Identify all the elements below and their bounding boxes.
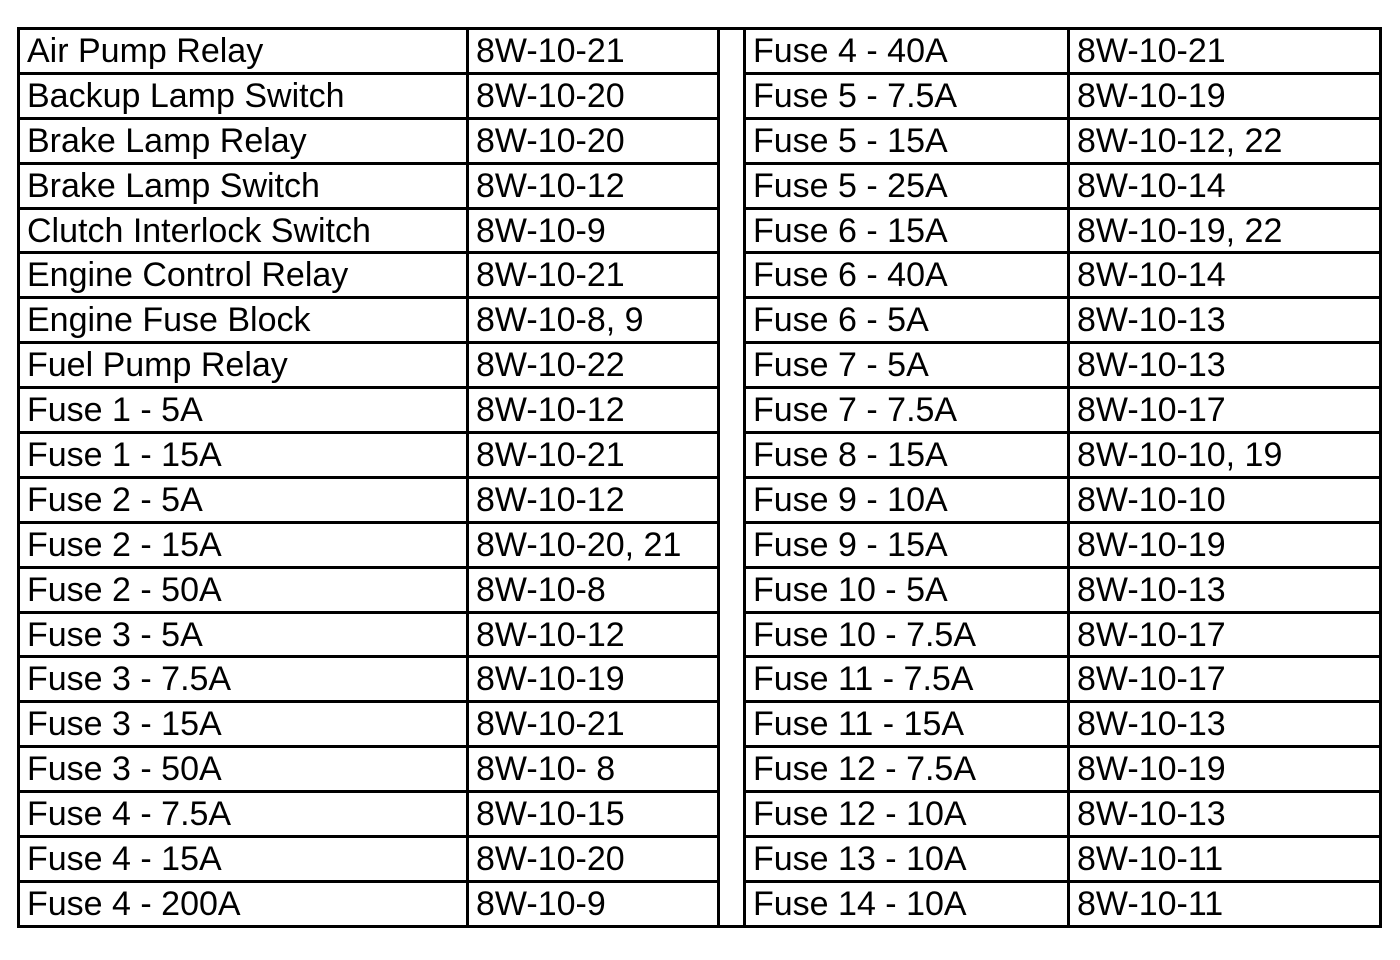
table-row: [19, 298, 1381, 343]
right-location-cell: 8W-10-19: [1069, 522, 1381, 567]
table-row: [19, 388, 1381, 433]
left-location-cell: 8W-10-15: [468, 792, 719, 837]
component-index-table: [17, 27, 1382, 928]
right-component-cell: Fuse 5 - 7.5A: [745, 73, 1069, 118]
left-component-cell: Fuse 4 - 7.5A: [19, 792, 468, 837]
column-gap: [719, 298, 745, 343]
column-gap: [719, 792, 745, 837]
table-body: [19, 29, 1381, 927]
left-location-cell: 8W-10-20: [468, 73, 719, 118]
right-location-cell: 8W-10-11: [1069, 881, 1381, 926]
column-gap: [719, 522, 745, 567]
right-component-cell: Fuse 5 - 25A: [745, 163, 1069, 208]
left-component-cell: Air Pump Relay: [19, 29, 468, 74]
left-component-cell: Engine Control Relay: [19, 253, 468, 298]
table-row: [19, 73, 1381, 118]
left-component-cell: Fuse 3 - 5A: [19, 612, 468, 657]
right-location-cell: 8W-10-10: [1069, 477, 1381, 522]
table-row: [19, 208, 1381, 253]
table-row: [19, 881, 1381, 926]
right-component-cell: Fuse 13 - 10A: [745, 837, 1069, 882]
left-component-cell: Fuse 4 - 15A: [19, 837, 468, 882]
right-component-cell: Fuse 4 - 40A: [745, 29, 1069, 74]
table-row: [19, 433, 1381, 478]
right-location-cell: 8W-10-10, 19: [1069, 433, 1381, 478]
left-location-cell: 8W-10-8: [468, 567, 719, 612]
right-location-cell: 8W-10-17: [1069, 612, 1381, 657]
table-row: [19, 343, 1381, 388]
table-row: [19, 29, 1381, 74]
left-component-cell: Brake Lamp Switch: [19, 163, 468, 208]
column-gap: [719, 747, 745, 792]
left-location-cell: 8W-10-12: [468, 388, 719, 433]
left-component-cell: Clutch Interlock Switch: [19, 208, 468, 253]
left-location-cell: 8W-10-21: [468, 253, 719, 298]
table-row: [19, 477, 1381, 522]
column-gap: [719, 343, 745, 388]
left-component-cell: Fuse 3 - 50A: [19, 747, 468, 792]
left-location-cell: 8W-10-8, 9: [468, 298, 719, 343]
table-row: [19, 747, 1381, 792]
right-component-cell: Fuse 9 - 15A: [745, 522, 1069, 567]
right-component-cell: Fuse 11 - 7.5A: [745, 657, 1069, 702]
left-component-cell: Fuse 2 - 5A: [19, 477, 468, 522]
right-location-cell: 8W-10-13: [1069, 792, 1381, 837]
right-location-cell: 8W-10-19, 22: [1069, 208, 1381, 253]
table-row: [19, 163, 1381, 208]
right-location-cell: 8W-10-14: [1069, 163, 1381, 208]
left-location-cell: 8W-10-12: [468, 612, 719, 657]
left-component-cell: Fuse 1 - 15A: [19, 433, 468, 478]
column-gap: [719, 567, 745, 612]
left-location-cell: 8W-10-22: [468, 343, 719, 388]
right-location-cell: 8W-10-13: [1069, 567, 1381, 612]
left-component-cell: Fuse 2 - 50A: [19, 567, 468, 612]
right-component-cell: Fuse 8 - 15A: [745, 433, 1069, 478]
left-component-cell: Fuse 1 - 5A: [19, 388, 468, 433]
right-location-cell: 8W-10-19: [1069, 747, 1381, 792]
table-row: [19, 253, 1381, 298]
right-component-cell: Fuse 5 - 15A: [745, 118, 1069, 163]
table-row: [19, 118, 1381, 163]
table-row: [19, 702, 1381, 747]
right-location-cell: 8W-10-13: [1069, 298, 1381, 343]
left-location-cell: 8W-10-9: [468, 208, 719, 253]
right-component-cell: Fuse 11 - 15A: [745, 702, 1069, 747]
column-gap: [719, 837, 745, 882]
left-component-cell: Fuse 3 - 15A: [19, 702, 468, 747]
table-row: [19, 657, 1381, 702]
column-gap: [719, 208, 745, 253]
left-component-cell: Fuse 2 - 15A: [19, 522, 468, 567]
left-component-cell: Backup Lamp Switch: [19, 73, 468, 118]
left-location-cell: 8W-10- 8: [468, 747, 719, 792]
right-component-cell: Fuse 6 - 40A: [745, 253, 1069, 298]
table-row: [19, 792, 1381, 837]
left-location-cell: 8W-10-19: [468, 657, 719, 702]
table-row: [19, 612, 1381, 657]
table-row: [19, 567, 1381, 612]
column-gap: [719, 29, 745, 74]
left-location-cell: 8W-10-20: [468, 118, 719, 163]
left-location-cell: 8W-10-21: [468, 29, 719, 74]
column-gap: [719, 477, 745, 522]
right-component-cell: Fuse 12 - 10A: [745, 792, 1069, 837]
right-location-cell: 8W-10-11: [1069, 837, 1381, 882]
right-component-cell: Fuse 10 - 7.5A: [745, 612, 1069, 657]
column-gap: [719, 73, 745, 118]
column-gap: [719, 118, 745, 163]
left-location-cell: 8W-10-20: [468, 837, 719, 882]
right-location-cell: 8W-10-19: [1069, 73, 1381, 118]
column-gap: [719, 702, 745, 747]
table-row: [19, 522, 1381, 567]
column-gap: [719, 163, 745, 208]
column-gap: [719, 881, 745, 926]
right-location-cell: 8W-10-17: [1069, 388, 1381, 433]
right-location-cell: 8W-10-17: [1069, 657, 1381, 702]
right-location-cell: 8W-10-13: [1069, 343, 1381, 388]
column-gap: [719, 253, 745, 298]
column-gap: [719, 657, 745, 702]
left-location-cell: 8W-10-9: [468, 881, 719, 926]
left-component-cell: Engine Fuse Block: [19, 298, 468, 343]
left-location-cell: 8W-10-21: [468, 433, 719, 478]
left-component-cell: Brake Lamp Relay: [19, 118, 468, 163]
right-location-cell: 8W-10-21: [1069, 29, 1381, 74]
right-component-cell: Fuse 6 - 15A: [745, 208, 1069, 253]
column-gap: [719, 612, 745, 657]
left-location-cell: 8W-10-12: [468, 163, 719, 208]
right-location-cell: 8W-10-13: [1069, 702, 1381, 747]
right-component-cell: Fuse 12 - 7.5A: [745, 747, 1069, 792]
right-component-cell: Fuse 14 - 10A: [745, 881, 1069, 926]
left-location-cell: 8W-10-20, 21: [468, 522, 719, 567]
column-gap: [719, 433, 745, 478]
left-component-cell: Fuse 4 - 200A: [19, 881, 468, 926]
right-component-cell: Fuse 7 - 5A: [745, 343, 1069, 388]
left-component-cell: Fuse 3 - 7.5A: [19, 657, 468, 702]
column-gap: [719, 388, 745, 433]
right-location-cell: 8W-10-12, 22: [1069, 118, 1381, 163]
left-component-cell: Fuel Pump Relay: [19, 343, 468, 388]
left-location-cell: 8W-10-12: [468, 477, 719, 522]
right-component-cell: Fuse 9 - 10A: [745, 477, 1069, 522]
right-component-cell: Fuse 6 - 5A: [745, 298, 1069, 343]
right-component-cell: Fuse 7 - 7.5A: [745, 388, 1069, 433]
right-component-cell: Fuse 10 - 5A: [745, 567, 1069, 612]
left-location-cell: 8W-10-21: [468, 702, 719, 747]
right-location-cell: 8W-10-14: [1069, 253, 1381, 298]
table-row: [19, 837, 1381, 882]
